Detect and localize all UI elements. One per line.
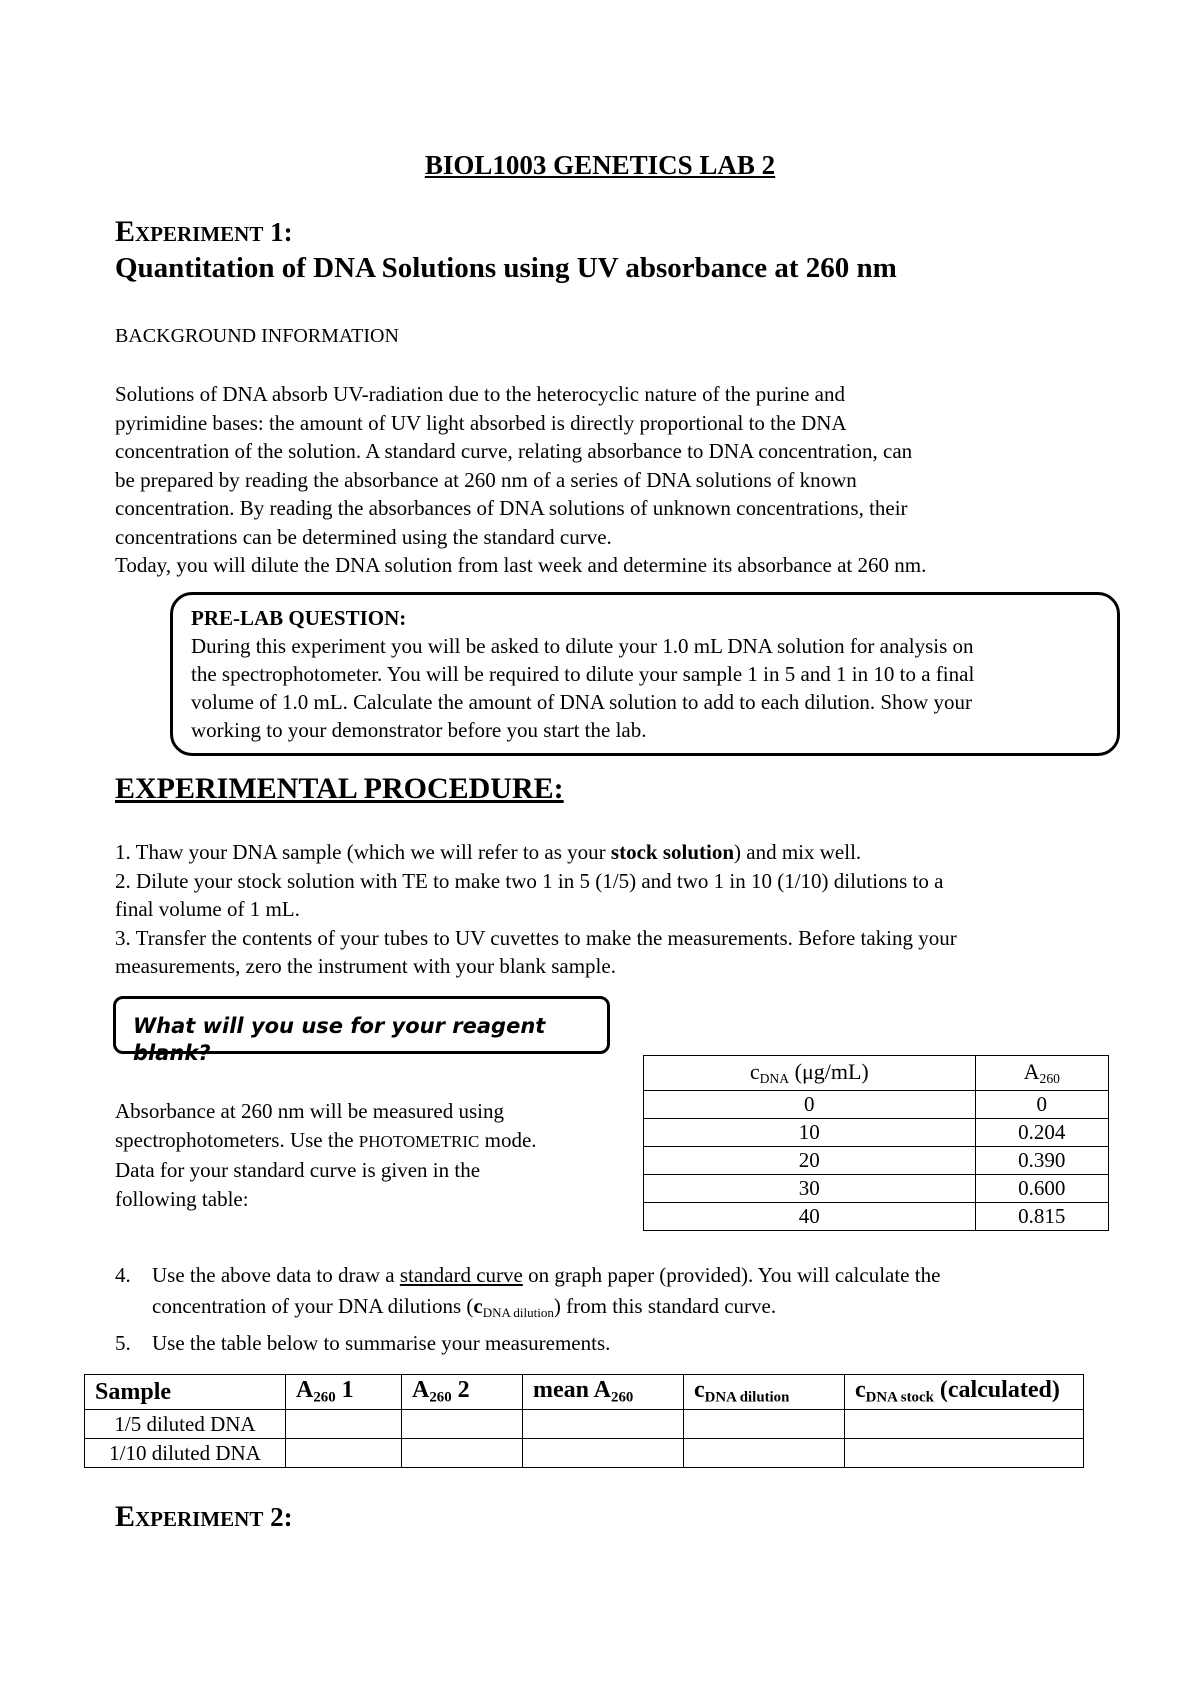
prelab-line: volume of 1.0 mL. Calculate the amount of DNA solution to add to each dilution. Show your <box>191 690 972 714</box>
prelab-line: During this experiment you will be asked to dilute your 1.0 mL DNA solution for analysis on <box>191 634 974 658</box>
experiment-2-heading: EXPERIMENT 2: <box>115 1500 293 1533</box>
table-row: 1/10 diluted DNA <box>85 1439 1084 1468</box>
empty-cell[interactable] <box>845 1439 1084 1468</box>
page-title: BIOL1003 GENETICS LAB 2 <box>424 150 776 180</box>
table-header-row <box>644 1056 1109 1091</box>
reagent-question: What will you use for your reagent blank? <box>133 1014 546 1065</box>
prelab-line: the spectrophotometer. You will be required to dilute your sample 1 in 5 and 1 in 10 to a final <box>191 662 975 686</box>
header-a260-1: $A_{260}$ 1 <box>286 1375 402 1410</box>
empty-cell[interactable] <box>523 1439 684 1468</box>
step-3-line-1: 3. Transfer the contents of your tubes to UV cuvettes to make the measurements. Before taking your <box>115 925 957 950</box>
step-3-line-2: measurements, zero the instrument with your blank sample. <box>115 954 616 978</box>
table-header-row <box>85 1375 1084 1410</box>
header-absorbance: $A_{260}$ <box>975 1056 1108 1091</box>
background-line: pyrimidine bases: the amount of UV light absorbed is directly proportional to the DNA <box>115 410 847 435</box>
table-row: 10 0.204 <box>644 1119 1109 1147</box>
table-row: 1/5 diluted DNA <box>85 1410 1084 1439</box>
table-row: 40 0.815 <box>644 1203 1109 1231</box>
empty-cell[interactable] <box>286 1439 402 1468</box>
step-4: 4. Use the above data to draw a standard curve on graph paper (provided). You will calculate the <box>115 1263 941 1287</box>
step-2-line-1: 2. Dilute your stock solution with TE to make two 1 in 5 (1/5) and two 1 in 10 (1/10) dilutions to a <box>115 868 944 893</box>
summary-table <box>84 1374 1084 1468</box>
empty-cell[interactable] <box>402 1439 523 1468</box>
step-4-continued: concentration of your DNA dilutions $(c_{DNA dilution})$ from this standard curve. <box>152 1294 777 1320</box>
background-line: Solutions of DNA absorb UV-radiation due to the heterocyclic nature of the purine and <box>115 382 845 406</box>
header-cdna-stock: $c_{DNA stock}$ (calculated) <box>845 1375 1084 1410</box>
empty-cell[interactable] <box>286 1410 402 1439</box>
procedure-steps-1-3 <box>115 838 1115 981</box>
background-line: concentrations can be determined using the standard curve. <box>115 524 612 549</box>
header-concentration: $c_{DNA}$ (μg/mL) <box>644 1056 976 1091</box>
step-5: 5. Use the table below to summarise your measurements. <box>115 1330 611 1355</box>
header-cdna-dilution: $c_{DNA dilution}$ <box>684 1375 845 1410</box>
table-row: 20 0.390 <box>644 1147 1109 1175</box>
background-paragraph <box>115 380 1075 580</box>
step-1: 1. Thaw your DNA sample (which we will refer to as your stock solution) and mix well. <box>115 840 862 864</box>
standard-curve-table <box>643 1055 1109 1231</box>
empty-cell[interactable] <box>684 1410 845 1439</box>
background-line: be prepared by reading the absorbance at 260 nm of a series of DNA solutions of known <box>115 467 857 492</box>
table-row: 0 0 <box>644 1091 1109 1119</box>
header-a260-2: $A_{260}$ 2 <box>402 1375 523 1410</box>
procedure-heading: EXPERIMENTAL PROCEDURE: <box>115 772 564 805</box>
absorbance-note: Absorbance at 260 nm will be measured using spectrophotometers. Use the PHOTOMETRIC mode. Data for your standard curve is given in the following table: <box>115 1099 537 1211</box>
empty-cell[interactable] <box>845 1410 1084 1439</box>
experiment-1-subtitle: Quantitation of DNA Solutions using UV absorbance at 260 nm <box>115 252 897 284</box>
header-sample: Sample <box>85 1375 286 1410</box>
empty-cell[interactable] <box>684 1439 845 1468</box>
empty-cell[interactable] <box>523 1410 684 1439</box>
background-line: Today, you will dilute the DNA solution from last week and determine its absorbance at 260 nm. <box>115 553 927 577</box>
prelab-question-box <box>170 592 1120 756</box>
table-row: 30 0.600 <box>644 1175 1109 1203</box>
empty-cell[interactable] <box>402 1410 523 1439</box>
procedure-steps-4-5 <box>115 1260 1115 1359</box>
background-line: concentration. By reading the absorbances of DNA solutions of unknown concentrations, their <box>115 496 908 520</box>
header-mean-a260: mean $A_{260}$ <box>523 1375 684 1410</box>
step-2-line-2: final volume of 1 mL. <box>115 897 300 921</box>
prelab-heading: PRE-LAB QUESTION: <box>191 606 407 630</box>
background-line: concentration of the solution. A standard curve, relating absorbance to DNA concentration, can <box>115 439 913 463</box>
prelab-line: working to your demonstrator before you start the lab. <box>191 718 647 742</box>
experiment-1-heading: EXPERIMENT 1: <box>115 215 293 248</box>
background-heading: BACKGROUND INFORMATION <box>115 325 399 347</box>
